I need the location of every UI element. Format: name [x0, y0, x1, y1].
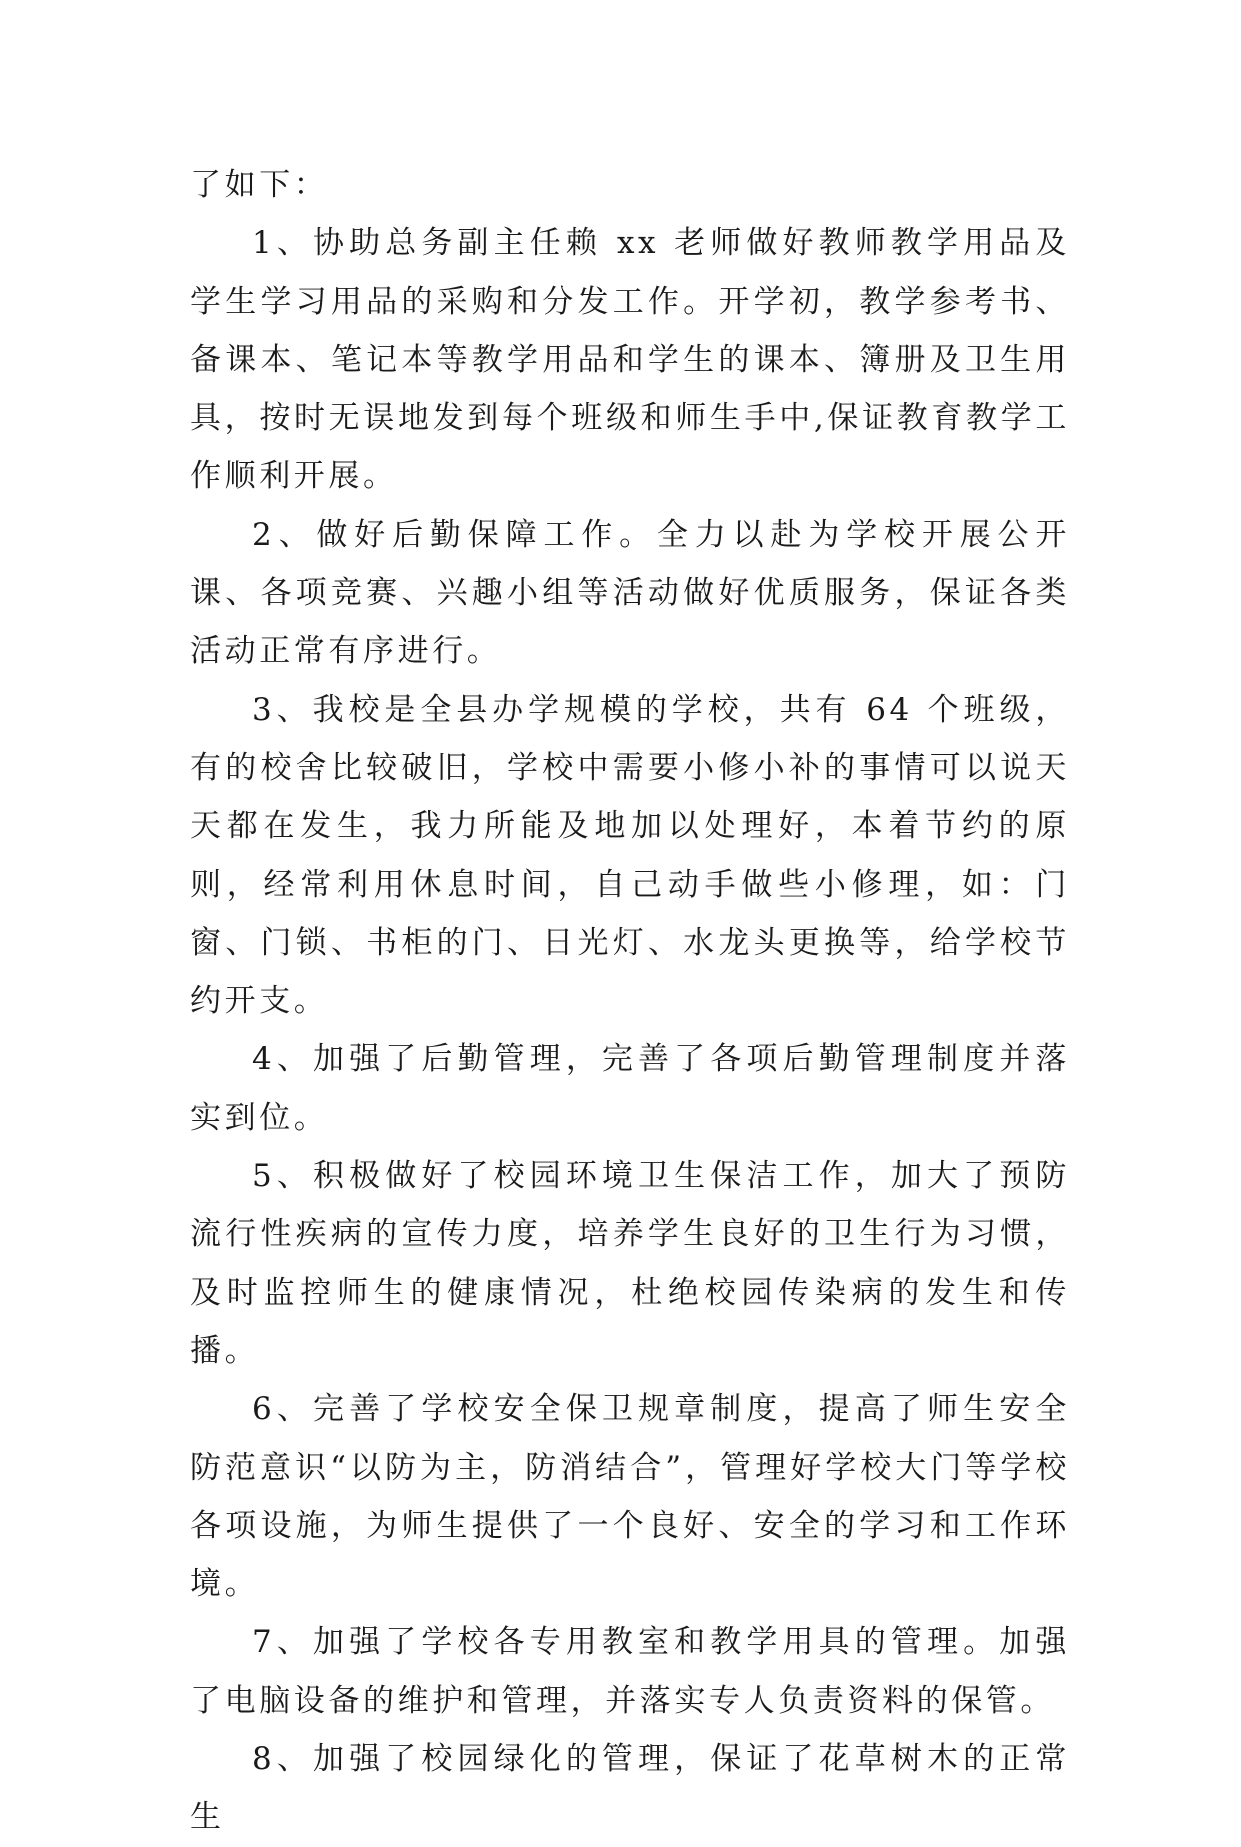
paragraph-intro: 了如下： [190, 167, 329, 203]
paragraph-item-2: 2、做好后勤保障工作。全力以赴为学校开展公开课、各项竞赛、兴趣小组等活动做好优质服务，保证各类活动正常有序进行。 [190, 516, 1070, 670]
paragraph-item-3: 3、我校是全县办学规模的学校，共有 64 个班级，有的校舍比较破旧，学校中需要小修小补的事情可以说天天都在发生，我力所能及地加以处理好，本着节约的原则，经常利用休息时间，自己动手做些小修理，如：门窗、门锁、书柜的门、日光灯、水龙头更换等，给学校节约开支。 [190, 691, 1070, 1020]
paragraph-item-4: 4、加强了后勤管理，完善了各项后勤管理制度并落实到位。 [190, 1041, 1070, 1136]
paragraph-item-1: 1、协助总务副主任赖 xx 老师做好教师教学用品及学生学习用品的采购和分发工作。开学初，教学参考书、备课本、笔记本等教学用品和学生的课本、簿册及卫生用具，按时无误地发到每个班级和师生手中,保证教育教学工作顺利开展。 [190, 225, 1070, 495]
paragraph-item-6: 6、完善了学校安全保卫规章制度，提高了师生安全防范意识“以防为主，防消结合”，管理好学校大门等学校各项设施，为师生提供了一个良好、安全的学习和工作环境。 [190, 1391, 1070, 1603]
paragraph-item-7: 7、加强了学校各专用教室和教学用具的管理。加强了电脑设备的维护和管理，并落实专人负责资料的保管。 [190, 1624, 1070, 1719]
paragraph-item-8: 8、加强了校园绿化的管理，保证了花草树木的正常生 [190, 1741, 1070, 1836]
document-body [190, 156, 1070, 1847]
paragraph-item-5: 5、积极做好了校园环境卫生保洁工作，加大了预防流行性疾病的宣传力度，培养学生良好的卫生行为习惯，及时监控师生的健康情况，杜绝校园传染病的发生和传播。 [190, 1158, 1070, 1369]
